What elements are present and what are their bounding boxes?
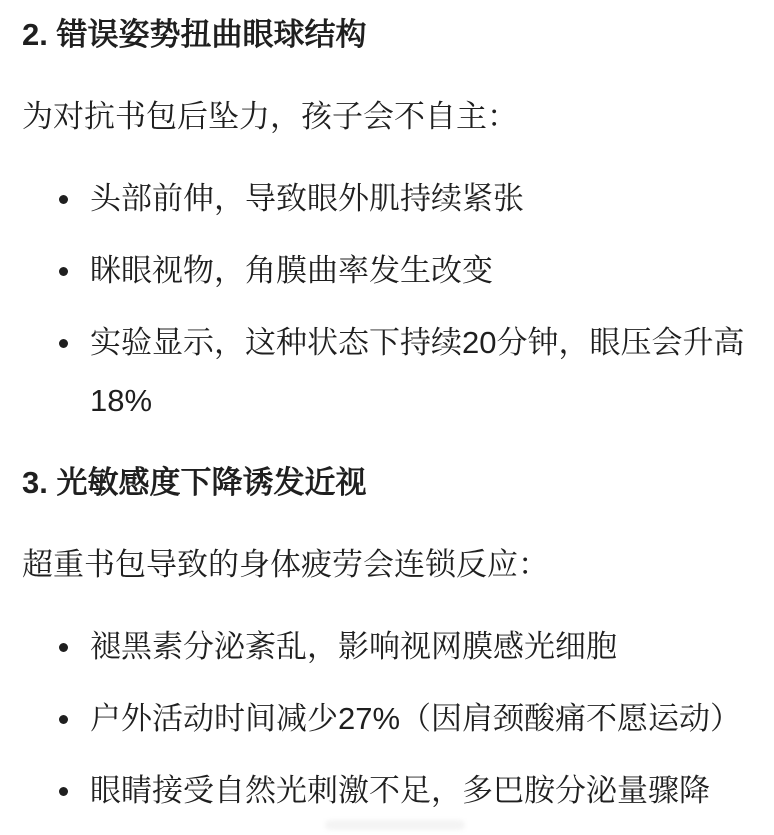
section-3-intro: 超重书包导致的身体疲劳会连锁反应： (22, 547, 549, 582)
list-item-text: 眼睛接受自然光刺激不足，多巴胺分泌量骤降 (90, 773, 710, 808)
list-item-text: 褪黑素分泌紊乱，影响视网膜感光细胞 (90, 629, 617, 664)
bullet-icon (59, 339, 68, 348)
list-item (22, 618, 764, 676)
list-item (22, 170, 764, 228)
list-item-text: 户外活动时间减少27%（因肩颈酸痛不愿运动） (90, 701, 742, 736)
list-item-text: 头部前伸，导致眼外肌持续紧张 (90, 181, 524, 216)
bullet-icon (59, 643, 68, 652)
bullet-icon (59, 715, 68, 724)
bullet-icon (59, 787, 68, 796)
section-3 (22, 454, 764, 820)
bullet-icon (59, 267, 68, 276)
list-item (22, 314, 764, 430)
list-item-text: 眯眼视物，角膜曲率发生改变 (90, 253, 493, 288)
section-2-bullet-list (22, 170, 764, 430)
section-2 (22, 6, 764, 430)
section-3-heading: 3. 光敏感度下降诱发近视 (22, 465, 367, 500)
list-item (22, 690, 764, 748)
section-3-bullet-list (22, 618, 764, 820)
bottom-smudge-artifact (325, 820, 465, 830)
list-item-text: 实验显示，这种状态下持续20分钟，眼压会升高18% (90, 325, 745, 418)
section-2-intro: 为对抗书包后坠力，孩子会不自主： (22, 99, 518, 134)
section-2-heading: 2. 错误姿势扭曲眼球结构 (22, 17, 367, 52)
bullet-icon (59, 195, 68, 204)
list-item (22, 762, 764, 820)
list-item (22, 242, 764, 300)
